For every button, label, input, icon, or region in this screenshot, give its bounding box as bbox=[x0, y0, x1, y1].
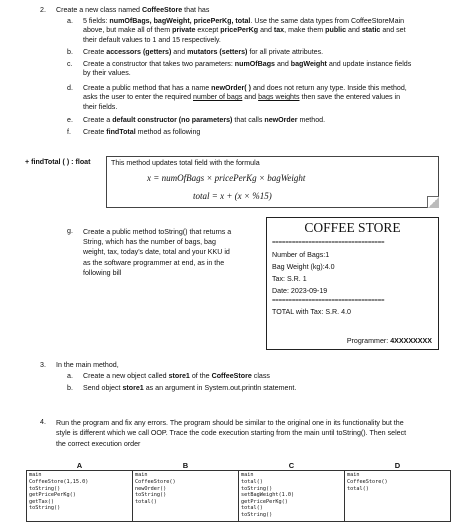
item-2c-text: Create a constructor that takes two parameters: numOfBags and bagWeight and update instance fields by their values. bbox=[83, 60, 412, 78]
item-2a-text: 5 fields: numOfBags, bagWeight, pricePerKg, total. Use the same data types from CoffeeStoreMain above, but make all of them private except pricePerKg and tax, make them public and static and set their default values to 1 and 15 respectively. bbox=[83, 17, 406, 44]
item-2d-text: Create a public method that has a name newOrder( ) and does not return any type. Inside this method, asks the user to enter the required number of bags and bags weights then save the entered values in their fields. bbox=[83, 84, 407, 111]
findtotal-signature: + findTotal ( ) : float bbox=[25, 158, 91, 166]
class-name: CoffeeStore bbox=[141, 6, 183, 14]
item-2f-letter: f. bbox=[67, 128, 71, 136]
bill-weight: Bag Weight (kg):4.0 bbox=[272, 263, 335, 271]
item-3b-text: Send object store1 as an argument in System.out.println statement. bbox=[83, 384, 297, 392]
bill-date: Date: 2023-09-19 bbox=[272, 287, 328, 295]
bill-programmer: Programmer: 4XXXXXXXX bbox=[346, 337, 432, 345]
item-2b-text: Create accessors (getters) and mutators (setters) for all private attributes. bbox=[83, 48, 324, 56]
formula-line-1: x = numOfBags × pricePerKg × bagWeight bbox=[147, 173, 306, 183]
item-4-number: 4. bbox=[40, 418, 46, 426]
item-3b-letter: b. bbox=[67, 384, 73, 392]
item-2a-letter: a. bbox=[67, 17, 73, 25]
item-2c-letter: c. bbox=[67, 60, 73, 68]
item-g-letter: g. bbox=[67, 227, 73, 235]
choice-a[interactable]: main CoffeeStore(1,15.0) toString() getPricePerKg() getTax() toString() bbox=[27, 471, 133, 522]
item-3a-text: Create a new object called store1 of the CoffeeStore class bbox=[83, 372, 270, 380]
choice-b[interactable]: main CoffeeStore() newOrder() toString() total() bbox=[133, 471, 239, 522]
item-3-number: 3. bbox=[40, 361, 46, 369]
item-2-number: 2. bbox=[40, 6, 46, 14]
choice-header-b: B bbox=[182, 461, 189, 470]
formula-line-2: total = x + (x × %15) bbox=[193, 191, 272, 201]
item-3-heading: In the main method, bbox=[56, 361, 119, 369]
formula-description: This method updates total field with the formula bbox=[111, 159, 260, 167]
bill-sample bbox=[266, 217, 439, 350]
item-4-text: Run the program and fix any errors. The program should be similar to the original one in its functionality but the style is different which we call OOP. Trace the code execution starting from the main until toString(). Then select the correct execution order bbox=[56, 419, 407, 448]
choice-header-a: A bbox=[76, 461, 83, 470]
bill-tax: Tax: S.R. 1 bbox=[272, 275, 307, 283]
choice-c[interactable]: main total() toString() setBagWeight(1.0) getPricePerKg() total() toString() bbox=[239, 471, 345, 522]
bill-separator-top: ================================== bbox=[272, 240, 385, 246]
bill-title: COFFEE STORE bbox=[304, 220, 401, 235]
execution-order-choices bbox=[26, 461, 451, 522]
bill-total: TOTAL with Tax: S.R. 4.0 bbox=[272, 308, 351, 316]
item-3a-letter: a. bbox=[67, 372, 73, 380]
item-2-heading: Create a new class named CoffeeStore that has bbox=[56, 6, 210, 14]
formula-note bbox=[106, 156, 439, 208]
item-2d-letter: d. bbox=[67, 84, 73, 92]
bill-separator-bottom: ================================== bbox=[272, 298, 385, 304]
item-2e-text: Create a default constructor (no parameters) that calls newOrder method. bbox=[83, 116, 326, 124]
item-2f-text: Create findTotal method as following bbox=[83, 128, 201, 136]
choice-d[interactable]: main CoffeeStore() total() bbox=[345, 471, 451, 522]
choice-header-d: D bbox=[394, 461, 401, 470]
bill-bags: Number of Bags:1 bbox=[272, 251, 330, 259]
item-2b-letter: b. bbox=[67, 48, 73, 56]
item-g-text: Create a public method toString() that returns a String, which has the number of bags, bag weight, tax, today's date, total and your KKU id as the software programmer at end, as in the following bill bbox=[83, 228, 232, 277]
choice-header-c: C bbox=[288, 461, 295, 470]
item-2e-letter: e. bbox=[67, 116, 73, 124]
